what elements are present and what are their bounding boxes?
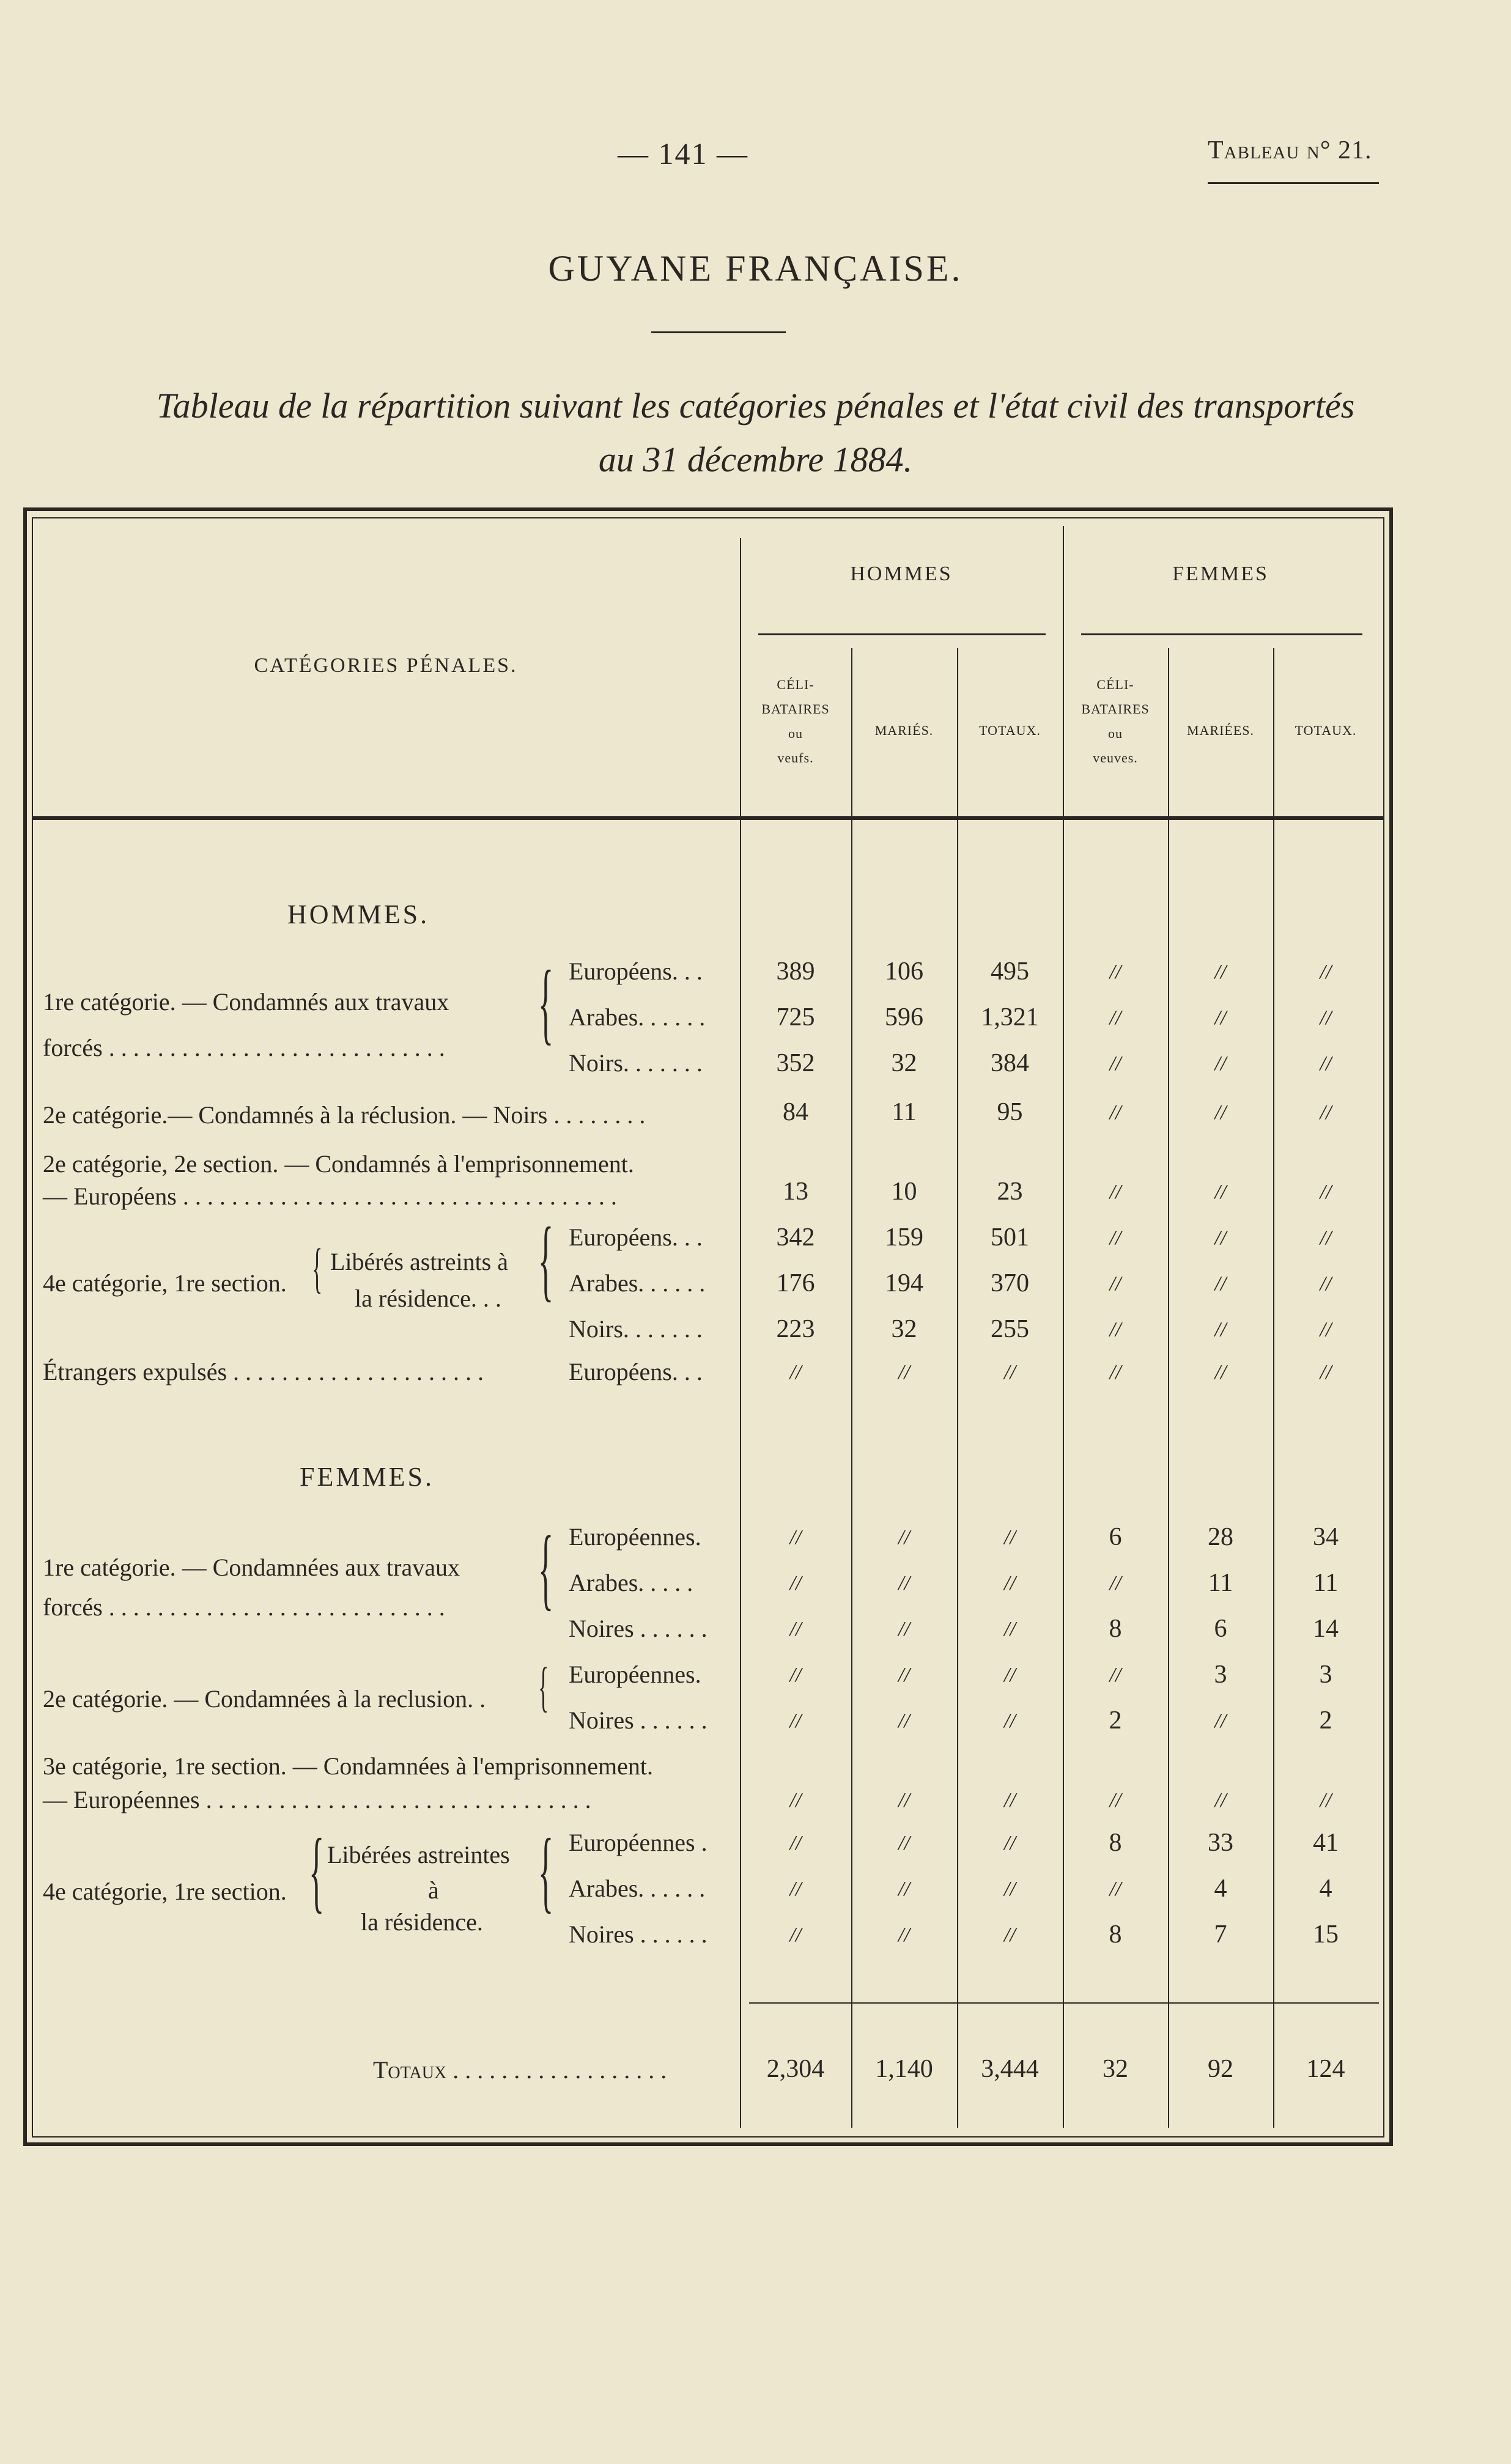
row-sublabel: Européennes. xyxy=(569,1523,701,1551)
page-subtitle xyxy=(37,379,1474,487)
table-cell: // xyxy=(1320,1272,1332,1295)
row-label-f-cat4-sub3: la résidence. xyxy=(361,1908,483,1936)
table-cell: // xyxy=(1004,1832,1016,1854)
table-cell: // xyxy=(1214,961,1227,983)
total-cell: 2,304 xyxy=(766,2055,825,2083)
table-cell: 495 xyxy=(991,957,1029,986)
table-cell: // xyxy=(1109,1181,1121,1203)
table-cell: 8 xyxy=(1109,1829,1122,1857)
femmes-brace xyxy=(1081,633,1362,635)
table-cell: // xyxy=(1109,1226,1121,1249)
table-cell: // xyxy=(1109,1101,1121,1124)
table-cell: 33 xyxy=(1208,1829,1233,1857)
table-cell: 4 xyxy=(1319,1875,1332,1903)
header-hommes: HOMMES xyxy=(850,563,953,585)
table-cell: 725 xyxy=(776,1003,815,1031)
row-label-h-cat1: 1re catégorie. — Condamnés aux travaux xyxy=(43,988,449,1016)
table-cell: // xyxy=(1109,1272,1121,1295)
table-cell: 95 xyxy=(997,1098,1023,1126)
table-cell: 13 xyxy=(783,1178,808,1206)
table-cell: // xyxy=(898,1572,910,1595)
row-label-h-cat1-cont: forcés . . . . . . . . . . . . . . . . . . . . . . . . . . . . xyxy=(43,1034,445,1061)
table-cell: // xyxy=(1320,1318,1332,1341)
table-cell: // xyxy=(898,1710,910,1732)
total-cell: 124 xyxy=(1306,2055,1345,2083)
table-cell: 3 xyxy=(1319,1661,1332,1689)
row-label-h-cat4: 4e catégorie, 1re section. xyxy=(43,1269,287,1297)
brace: { xyxy=(309,1820,325,1922)
row-label-f-cat3-cont: — Européennes . . . . . . . . . . . . . . . . . . . . . . . . . . . . . . . . xyxy=(43,1786,591,1813)
table-cell: // xyxy=(898,1924,910,1946)
table-cell: // xyxy=(1214,1052,1227,1075)
table-cell: // xyxy=(1109,1318,1121,1341)
table-cell: 159 xyxy=(885,1223,923,1252)
table-cell: // xyxy=(1109,1664,1121,1686)
row-label-h-cat4-sub2: la résidence. . . xyxy=(355,1285,501,1312)
table-cell: 342 xyxy=(776,1223,815,1252)
table-cell: 223 xyxy=(776,1315,815,1343)
table-cell: // xyxy=(1214,1101,1227,1124)
table-cell: // xyxy=(1109,1572,1121,1595)
subtitle-line-1: Tableau de la répartition suivant les catégories pénales et l'état civil des transportés xyxy=(156,386,1355,426)
table-cell: // xyxy=(789,1710,802,1732)
table-cell: // xyxy=(1214,1226,1227,1249)
header-mariees-f: MARIÉES. xyxy=(1186,723,1255,738)
table-cell: // xyxy=(789,1789,802,1812)
table-cell: 11 xyxy=(1208,1569,1233,1597)
table-cell: // xyxy=(1004,1526,1016,1549)
row-sublabel: Noirs. . . . . . . xyxy=(569,1049,703,1077)
row-label-h-cat3-cont: — Européens . . . . . . . . . . . . . . . . . . . . . . . . . . . . . . . . . . . . xyxy=(43,1182,617,1210)
table-cell: 7 xyxy=(1214,1920,1227,1949)
row-label-h-etr: Étrangers expulsés . . . . . . . . . . . . . . . . . . . . . xyxy=(43,1358,484,1385)
table-cell: 352 xyxy=(776,1049,815,1077)
table-cell: // xyxy=(1214,1006,1227,1029)
table-cell: // xyxy=(789,1572,802,1595)
table-cell: 4 xyxy=(1214,1875,1227,1903)
table-cell: // xyxy=(1320,1101,1332,1124)
section-femmes: FEMMES. xyxy=(300,1462,434,1492)
table-cell: // xyxy=(1214,1361,1227,1384)
table-cell: // xyxy=(1320,1006,1332,1029)
table-cell: // xyxy=(1320,1361,1332,1384)
row-label-f-cat4-sub2: à xyxy=(428,1876,439,1904)
table-cell: 10 xyxy=(891,1178,917,1206)
table-cell: // xyxy=(1109,1006,1121,1029)
table-cell: // xyxy=(789,1361,802,1384)
brace: { xyxy=(538,1657,549,1717)
row-sublabel: Européens. . . xyxy=(569,1358,703,1385)
row-label-h-cat4-sub1: Libérés astreints à xyxy=(330,1248,508,1275)
table-cell: 106 xyxy=(885,957,923,986)
header-maries-m: MARIÉS. xyxy=(874,723,934,738)
table-cell: // xyxy=(1004,1572,1016,1595)
header-femmes: FEMMES xyxy=(1172,563,1269,585)
table-cell: 11 xyxy=(1313,1569,1339,1597)
table-cell: // xyxy=(1320,961,1332,983)
table-cell: 6 xyxy=(1214,1615,1227,1643)
table-cell: 32 xyxy=(891,1315,917,1343)
table-cell: // xyxy=(1320,1226,1332,1249)
row-label-h-cat2: 2e catégorie.— Condamnés à la réclusion. — Noirs . . . . . . . . xyxy=(43,1101,646,1129)
col-divider xyxy=(1168,648,1169,2128)
table-cell: // xyxy=(1109,1052,1121,1075)
row-sublabel: Arabes. . . . . . xyxy=(569,1269,706,1297)
row-sublabel: Noirs. . . . . . . xyxy=(569,1315,703,1343)
table-cell: // xyxy=(1004,1710,1016,1732)
header-celib-f: CÉLI- BATAIRES ou veuves. xyxy=(1081,677,1150,765)
row-sublabel: Européens. . . xyxy=(569,1223,703,1251)
table-cell: // xyxy=(1004,1789,1016,1812)
page-number: — 141 — xyxy=(618,136,748,171)
header-celib-m: CÉLI- BATAIRES ou veufs. xyxy=(761,677,830,765)
table-cell: // xyxy=(1320,1789,1332,1812)
table-cell: 34 xyxy=(1313,1523,1339,1551)
brace: { xyxy=(312,1238,323,1299)
table-cell: 255 xyxy=(991,1315,1029,1343)
brace: { xyxy=(538,1518,554,1619)
table-cell: 23 xyxy=(997,1178,1023,1206)
row-sublabel: Européens. . . xyxy=(569,957,703,985)
table-cell: // xyxy=(789,1924,802,1946)
header-rule xyxy=(32,816,1384,820)
row-label-f-cat3: 3e catégorie, 1re section. — Condamnées à l'emprisonnement. xyxy=(43,1752,653,1780)
table-cell: // xyxy=(898,1618,910,1640)
table-cell: // xyxy=(1109,1878,1121,1900)
table-cell: // xyxy=(898,1361,910,1384)
table-cell: // xyxy=(789,1618,802,1640)
table-cell: 28 xyxy=(1208,1523,1233,1551)
table-cell: // xyxy=(1214,1710,1227,1732)
table-cell: // xyxy=(1214,1789,1227,1812)
table-cell: 41 xyxy=(1313,1829,1339,1857)
totals-label: Totaux . . . . . . . . . . . . . . . . . . xyxy=(373,2056,667,2084)
table-cell: 14 xyxy=(1313,1615,1339,1643)
table-cell: 176 xyxy=(776,1269,815,1297)
col-divider xyxy=(851,648,852,2128)
table-cell: 194 xyxy=(885,1269,923,1297)
table-cell: 2 xyxy=(1109,1706,1122,1735)
total-cell: 92 xyxy=(1208,2055,1233,2083)
table-cell: // xyxy=(1109,961,1121,983)
table-cell: 501 xyxy=(991,1223,1029,1252)
header-categories: CATÉGORIES PÉNALES. xyxy=(254,654,518,677)
row-sublabel: Noires . . . . . . xyxy=(569,1920,707,1948)
table-cell: // xyxy=(898,1664,910,1686)
table-cell: 84 xyxy=(783,1098,808,1126)
table-reference-rule xyxy=(1208,182,1379,184)
page-title: GUYANE FRANÇAISE. xyxy=(548,248,963,289)
table-cell: // xyxy=(1004,1878,1016,1900)
table-cell: // xyxy=(1320,1181,1332,1203)
row-sublabel: Arabes. . . . . . xyxy=(569,1875,706,1902)
table-reference: Tableau n° 21. xyxy=(1208,136,1372,164)
table-cell: // xyxy=(898,1526,910,1549)
table-cell: 15 xyxy=(1313,1920,1339,1949)
hommes-brace xyxy=(758,633,1046,635)
totals-rule xyxy=(749,2002,1379,2004)
col-divider xyxy=(1273,648,1274,2128)
table-cell: // xyxy=(789,1832,802,1854)
row-sublabel: Noires . . . . . . xyxy=(569,1706,707,1734)
table-cell: // xyxy=(898,1789,910,1812)
table-cell: 8 xyxy=(1109,1615,1122,1643)
brace: { xyxy=(538,952,554,1053)
table-cell: // xyxy=(789,1526,802,1549)
brace: { xyxy=(538,1209,554,1310)
table-cell: 1,321 xyxy=(981,1003,1039,1031)
table-cell: // xyxy=(898,1878,910,1900)
row-sublabel: Européennes . xyxy=(569,1829,707,1856)
table-cell: // xyxy=(898,1832,910,1854)
table-cell: // xyxy=(789,1878,802,1900)
row-label-f-cat2: 2e catégorie. — Condamnées à la reclusion. . xyxy=(43,1685,486,1713)
table-cell: // xyxy=(1004,1924,1016,1946)
table-cell: // xyxy=(1320,1052,1332,1075)
row-sublabel: Arabes. . . . . xyxy=(569,1569,693,1596)
table-cell: 596 xyxy=(885,1003,923,1031)
row-sublabel: Noires . . . . . . xyxy=(569,1615,707,1642)
row-sublabel: Européennes. xyxy=(569,1661,701,1688)
row-label-f-cat4: 4e catégorie, 1re section. xyxy=(43,1878,287,1905)
title-rule xyxy=(651,331,786,333)
table-cell: // xyxy=(1004,1361,1016,1384)
table-cell: // xyxy=(1004,1618,1016,1640)
table-cell: 389 xyxy=(776,957,815,986)
header-totaux-m: TOTAUX. xyxy=(979,723,1041,738)
row-sublabel: Arabes. . . . . . xyxy=(569,1003,706,1031)
row-label-f-cat1: 1re catégorie. — Condamnées aux travaux xyxy=(43,1554,460,1581)
table-cell: 384 xyxy=(991,1049,1029,1077)
table-cell: // xyxy=(1109,1361,1121,1384)
section-hommes: HOMMES. xyxy=(287,899,430,929)
table-cell: // xyxy=(1214,1272,1227,1295)
table-cell: // xyxy=(1214,1181,1227,1203)
subtitle-line-2: au 31 décembre 1884. xyxy=(598,440,913,479)
header-totaux-f: TOTAUX. xyxy=(1295,723,1357,738)
table-cell: // xyxy=(789,1664,802,1686)
total-cell: 1,140 xyxy=(875,2055,933,2083)
table-cell: 6 xyxy=(1109,1523,1122,1551)
brace: { xyxy=(538,1820,554,1922)
table-cell: // xyxy=(1109,1789,1121,1812)
table-cell: 32 xyxy=(891,1049,917,1077)
table-cell: 370 xyxy=(991,1269,1029,1297)
col-divider xyxy=(957,648,958,2128)
row-label-f-cat1-cont: forcés . . . . . . . . . . . . . . . . . . . . . . . . . . . . xyxy=(43,1593,445,1621)
row-label-h-cat3: 2e catégorie, 2e section. — Condamnés à l'emprisonnement. xyxy=(43,1150,634,1178)
table-cell: // xyxy=(1214,1318,1227,1341)
row-label-f-cat4-sub1: Libérées astreintes xyxy=(327,1841,510,1868)
table-cell: 11 xyxy=(892,1098,917,1126)
table-cell: 3 xyxy=(1214,1661,1227,1689)
total-cell: 32 xyxy=(1103,2055,1128,2083)
table-cell: // xyxy=(1004,1664,1016,1686)
table-cell: 8 xyxy=(1109,1920,1122,1949)
total-cell: 3,444 xyxy=(981,2055,1039,2083)
table-cell: 2 xyxy=(1319,1706,1332,1735)
